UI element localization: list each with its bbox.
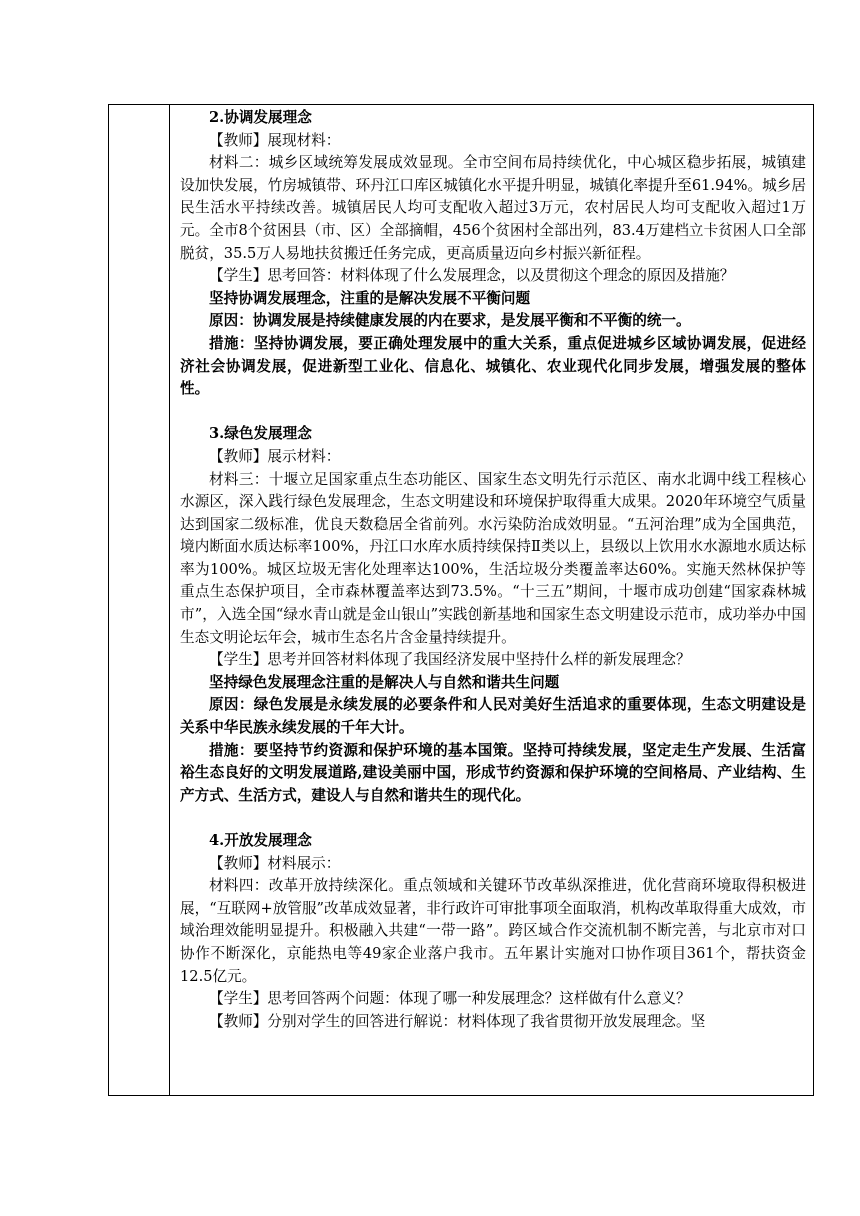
teacher-explanation: 【教师】分别对学生的回答进行解说：材料体现了我省贯彻开放发展理念。坚 — [209, 1012, 706, 1030]
section-heading: 4.开放发展理念 — [209, 832, 312, 849]
answer-line: 坚持绿色发展理念注重的是解决人与自然和谐共生问题 — [209, 673, 560, 691]
material-paragraph: 材料四：改革开放持续深化。重点领域和关键环节改革纵深推进，优化营商环境取得积极进展，“互联网+放管服”改革成效显著，非行政许可审批事项全面取消，机构改革取得重大成效，市域治理效能明显提升。积极融入共建“一带一路”。跨区域合作交流机制不断完善，与北京市对口协作不断深化，京能热电等49家企业落户我市。五年累计实施对口协作项目361个，帮扶资金12.5亿元。 — [180, 877, 806, 985]
student-question: 【学生】思考回答两个问题：体现了哪一种发展理念？这样做有什么意义？ — [209, 990, 691, 1008]
reason-line: 原因：协调发展是持续健康发展的内在要求，是发展平衡和不平衡的统一。 — [209, 312, 691, 330]
spacer — [180, 401, 806, 424]
teacher-line: 【教师】材料展示： — [209, 854, 341, 872]
lesson-table — [108, 104, 814, 1096]
material-paragraph: 材料三：十堰立足国家重点生态功能区、国家生态文明先行示范区、南水北调中线工程核心水源区，深入践行绿色发展理念，生态文明建设和环境保护取得重大成果。2020年环境空气质量达到国家二级标准，优良天数稳居全省前列。水污染防治成效明显。“五河治理”成为全国典范，境内断面水质达标率100%，丹江口水库水质持续保持Ⅱ类以上，县级以上饮用水水源地水质达标率为100%。城区垃圾无害化处理率达100%，生活垃圾分类覆盖率达60%。实施天然林保护等重点生态保护项目，全市森林覆盖率达到73.5%。“十三五”期间，十堰市成功创建“国家森林城市”，入选全国“绿水青山就是金山银山”实践创新基地和国家生态文明建设示范市，成功举办中国生态文明论坛年会，城市生态名片含金量持续提升。 — [180, 470, 806, 646]
table-border-left — [108, 105, 109, 1095]
spacer — [180, 807, 806, 830]
section-heading: 3.绿色发展理念 — [209, 425, 312, 443]
table-border-right — [813, 105, 814, 1095]
lesson-content-cell — [180, 107, 806, 1033]
material-paragraph: 材料二：城乡区域统筹发展成效显现。全市空间布局持续优化，中心城区稳步拓展，城镇建设加快发展，竹房城镇带、环丹江口库区城镇化水平提升明显，城镇化率提升至61.94%。城乡居民生活水平持续改善。城镇居民人均可支配收入超过3万元，农村居民人均可支配收入超过1万元。全市8个贫困县（市、区）全部摘帽，456个贫困村全部出列，83.4万建档立卡贫困人口全部脱贫，35.5万人易地扶贫搬迁任务完成，更高质量迈向乡村振兴新征程。 — [180, 154, 806, 262]
measure-line: 措施：要坚持节约资源和保护环境的基本国策。坚持可持续发展，坚定走生产发展、生活富裕生态良好的文明发展道路,建设美丽中国，形成节约资源和保护环境的空间格局、产业结构、生产方式、生活方式，建设人与自然和谐共生的现代化。 — [180, 741, 806, 804]
reason-line: 原因：绿色发展是永续发展的必要条件和人民对美好生活追求的重要体现，生态文明建设是关系中华民族永续发展的千年大计。 — [180, 696, 806, 737]
student-question: 【学生】思考并回答材料体现了我国经济发展中坚持什么样的新发展理念？ — [209, 651, 691, 669]
section-heading: 2.协调发展理念 — [209, 109, 312, 126]
answer-line: 坚持协调发展理念，注重的是解决发展不平衡问题 — [209, 289, 531, 307]
teacher-line: 【教师】展现材料： — [209, 131, 341, 149]
teacher-line: 【教师】展示材料： — [209, 447, 341, 465]
student-question: 【学生】思考回答：材料体现了什么发展理念，以及贯彻这个理念的原因及措施？ — [209, 267, 735, 285]
measure-line: 措施：坚持协调发展，要正确处理发展中的重大关系，重点促进城乡区域协调发展，促进经济社会协调发展，促进新型工业化、信息化、城镇化、农业现代化同步发展，增强发展的整体性。 — [180, 334, 806, 398]
table-column-divider — [169, 105, 170, 1095]
